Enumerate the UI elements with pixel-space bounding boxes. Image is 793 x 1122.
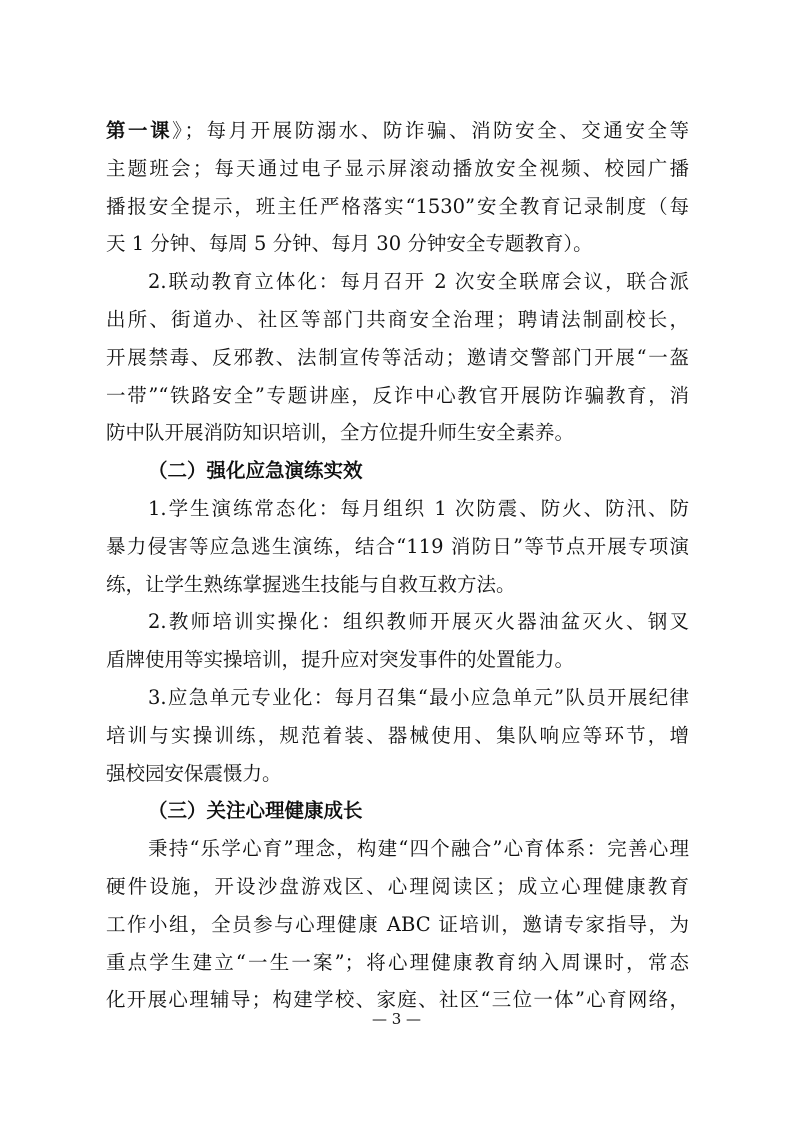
text-line-24: 化开展心理辅导；构建学校、家庭、社区“三位一体”心育网络， [106, 988, 689, 1011]
text-line-21: 硬件设施，开设沙盘游戏区、心理阅读区；成立心理健康教育 [106, 875, 689, 898]
bold-prefix: 第一课 [106, 119, 173, 142]
text-line-6: 出所、街道办、社区等部门共商安全治理；聘请法制副校长， [106, 308, 689, 331]
text-line-18: 强校园安保震慑力。 [106, 762, 282, 785]
text-line-8: 一带”“铁路安全”专题讲座，反诈中心教官开展防诈骗教育，消 [106, 384, 689, 407]
text-line-16: 3.应急单元专业化：每月召集“最小应急单元”队员开展纪律 [148, 686, 689, 709]
text-line-17: 培训与实操训练，规范着装、器械使用、集队响应等环节，增 [106, 724, 689, 747]
text-line-7: 开展禁毒、反邪教、法制宣传等活动；邀请交警部门开展“一盔 [106, 346, 689, 369]
text-line-12: 暴力侵害等应急逃生演练，结合“119 消防日”等节点开展专项演 [106, 535, 689, 558]
section-heading-3: （三）关注心理健康成长 [148, 799, 363, 822]
text-line-23: 重点学生建立“一生一案”；将心理健康教育纳入周课时，常态 [106, 951, 689, 974]
text-line-11: 1.学生演练常态化：每月组织 1 次防震、防火、防汛、防 [148, 497, 689, 520]
text-line-13: 练，让学生熟练掌握逃生技能与自救互救方法。 [106, 573, 516, 596]
text-line-1-body: 》；每月开展防溺水、防诈骗、消防安全、交通安全等 [172, 119, 689, 142]
text-line-1 [106, 113, 689, 149]
page-number: — 3 — [371, 1010, 422, 1028]
text-line-14: 2.教师培训实操化：组织教师开展灭火器油盆灭火、钢叉 [148, 610, 689, 633]
section-heading-2: （二）强化应急演练实效 [148, 459, 363, 482]
text-line-5: 2.联动教育立体化：每月召开 2 次安全联席会议，联合派 [148, 270, 689, 293]
text-line-20: 秉持“乐学心育”理念，构建“四个融合”心育体系：完善心理 [148, 837, 689, 860]
text-line-9: 防中队开展消防知识培训，全方位提升师生安全素养。 [106, 421, 575, 444]
text-line-22: 工作小组，全员参与心理健康 ABC 证培训，邀请专家指导，为 [106, 913, 689, 936]
text-line-4: 天 1 分钟、每周 5 分钟、每月 30 分钟安全专题教育）。 [106, 232, 593, 255]
text-line-15: 盾牌使用等实操培训，提升应对突发事件的处置能力。 [106, 648, 575, 671]
text-line-3: 播报安全提示，班主任严格落实“1530”安全教育记录制度（每 [106, 195, 689, 218]
text-line-2: 主题班会；每天通过电子显示屏滚动播放安全视频、校园广播 [106, 157, 689, 180]
